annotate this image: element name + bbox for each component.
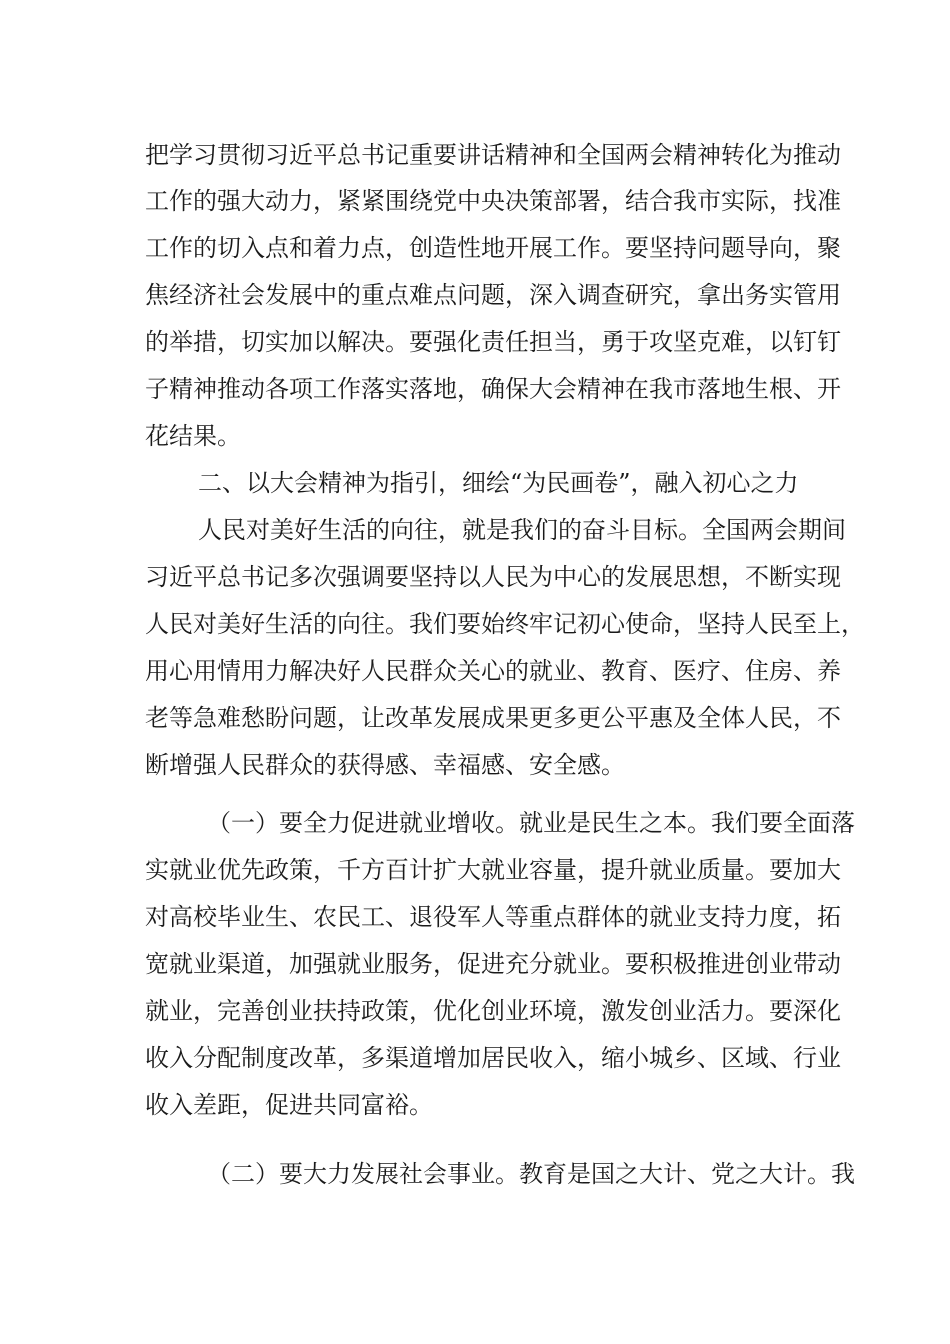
paragraph-1-line-3: 工作的切入点和着力点，创造性地开展工作。要坚持问题导向，聚: [145, 234, 841, 262]
paragraph-2-line-4: 用心用情用力解决好人民群众关心的就业、教育、医疗、住房、养: [145, 657, 841, 685]
paragraph-1-line-2: 工作的强大动力，紧紧围绕党中央决策部署，结合我市实际，找准: [145, 187, 841, 215]
paragraph-2-line-2: 习近平总书记多次强调要坚持以人民为中心的发展思想，不断实现: [145, 563, 841, 591]
paragraph-3-line-2: 实就业优先政策，千方百计扩大就业容量，提升就业质量。要加大: [145, 856, 841, 884]
paragraph-3-line-5: 就业，完善创业扶持政策，优化创业环境，激发创业活力。要深化: [145, 997, 841, 1025]
paragraph-4-line-1: （二）要大力发展社会事业。教育是国之大计、党之大计。我: [207, 1160, 855, 1188]
paragraph-3-line-4: 宽就业渠道，加强就业服务，促进充分就业。要积极推进创业带动: [145, 950, 841, 978]
paragraph-1-line-4: 焦经济社会发展中的重点难点问题，深入调查研究，拿出务实管用: [145, 281, 841, 309]
paragraph-2-line-5: 老等急难愁盼问题，让改革发展成果更多更公平惠及全体人民，不: [145, 704, 841, 732]
paragraph-1-line-1: 把学习贯彻习近平总书记重要讲话精神和全国两会精神转化为推动: [145, 141, 841, 169]
paragraph-3-line-6: 收入分配制度改革，多渠道增加居民收入，缩小城乡、区域、行业: [145, 1044, 841, 1072]
section-heading-2: 二、以大会精神为指引，细绘“为民画卷”，融入初心之力: [198, 469, 799, 497]
paragraph-3-line-3: 对高校毕业生、农民工、退役军人等重点群体的就业支持力度，拓: [145, 903, 841, 931]
paragraph-3-line-1: （一）要全力促进就业增收。就业是民生之本。我们要全面落: [207, 809, 855, 837]
paragraph-2-line-1: 人民对美好生活的向往，就是我们的奋斗目标。全国两会期间: [198, 516, 846, 544]
paragraph-1-line-7: 花结果。: [145, 422, 241, 450]
paragraph-3-line-7: 收入差距，促进共同富裕。: [145, 1091, 433, 1119]
paragraph-2-line-6: 断增强人民群众的获得感、幸福感、安全感。: [145, 751, 625, 779]
paragraph-1-line-5: 的举措，切实加以解决。要强化责任担当，勇于攻坚克难，以钉钉: [145, 328, 841, 356]
paragraph-2-line-3: 人民对美好生活的向往。我们要始终牢记初心使命，坚持人民至上，: [145, 610, 865, 638]
paragraph-1-line-6: 子精神推动各项工作落实落地，确保大会精神在我市落地生根、开: [145, 375, 841, 403]
